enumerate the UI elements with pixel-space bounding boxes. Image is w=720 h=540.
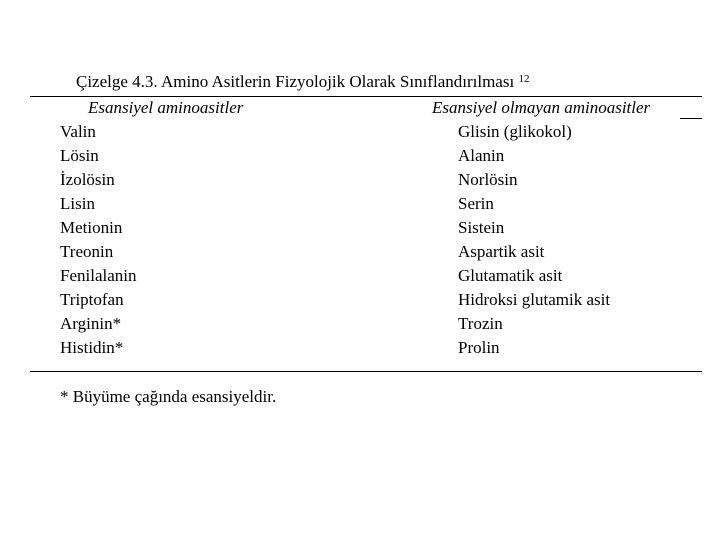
list-item: Alanin <box>458 146 505 165</box>
list-item: Histidin* <box>60 338 124 357</box>
header-nonessential: Esansiyel olmayan aminoasitler <box>432 98 651 117</box>
list-item: Trozin <box>458 314 503 333</box>
list-item: Lösin <box>60 146 99 165</box>
list-item: Treonin <box>60 242 114 261</box>
list-item: Aspartik asit <box>458 242 545 261</box>
list-item: Arginin* <box>60 314 122 333</box>
table-caption <box>76 72 529 92</box>
essential-list <box>60 120 136 360</box>
footnote: * Büyüme çağında esansiyeldir. <box>60 387 277 406</box>
bottom-rule <box>30 371 702 372</box>
list-item: İzolösin <box>60 170 115 189</box>
list-item: Hidroksi glutamik asit <box>458 290 611 309</box>
header-essential: Esansiyel aminoasitler <box>88 98 244 117</box>
list-item: Valin <box>60 122 96 141</box>
list-item: Metionin <box>60 218 123 237</box>
nonessential-list <box>458 120 610 360</box>
list-item: Prolin <box>458 338 500 357</box>
list-item: Norlösin <box>458 170 518 189</box>
list-item: Triptofan <box>60 290 124 309</box>
list-item: Glutamatik asit <box>458 266 563 285</box>
list-item: Fenilalanin <box>60 266 137 285</box>
list-item: Glisin (glikokol) <box>458 122 572 141</box>
caption-text: Çizelge 4.3. Amino Asitlerin Fizyolojik Olarak Sınıflandırılması <box>76 72 515 91</box>
list-item: Serin <box>458 194 494 213</box>
list-item: Lisin <box>60 194 95 213</box>
caption-reference: 12 <box>518 73 530 85</box>
header-rule <box>680 118 702 119</box>
top-rule <box>30 96 702 97</box>
list-item: Sistein <box>458 218 505 237</box>
